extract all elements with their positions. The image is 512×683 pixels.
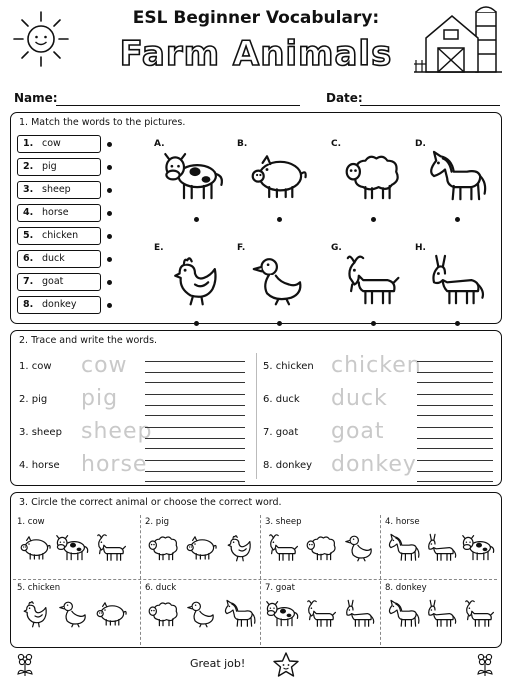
row-divider xyxy=(13,579,497,580)
match-dot-picture[interactable] xyxy=(455,321,460,326)
match-word-chicken xyxy=(17,227,101,245)
trace-item-label: 4. horse xyxy=(19,460,60,471)
write-line[interactable] xyxy=(417,405,493,406)
circle-item xyxy=(13,515,139,577)
write-line[interactable] xyxy=(417,438,493,439)
sheep-icon xyxy=(145,597,181,629)
pig-icon xyxy=(183,531,219,563)
sheep-icon xyxy=(303,531,339,563)
animal-choice[interactable] xyxy=(303,531,339,567)
match-word-donkey xyxy=(17,296,101,314)
animal-choice[interactable] xyxy=(221,597,257,633)
pig-icon xyxy=(93,597,129,629)
animal-choice[interactable] xyxy=(183,597,219,633)
goat-icon xyxy=(461,597,497,629)
circle-item-label: 3. sheep xyxy=(265,517,302,527)
animal-choice[interactable] xyxy=(55,597,91,633)
name-field[interactable] xyxy=(56,105,300,106)
animal-choice[interactable] xyxy=(423,531,459,567)
match-word-sheep xyxy=(17,181,101,199)
match-dot-picture[interactable] xyxy=(371,217,376,222)
write-line[interactable] xyxy=(145,460,245,461)
duck-icon xyxy=(183,597,219,629)
match-dot-word[interactable] xyxy=(107,142,112,147)
animal-choice[interactable] xyxy=(221,531,257,567)
barn-icon xyxy=(412,2,504,80)
animal-choice[interactable] xyxy=(55,531,91,567)
animal-choice[interactable] xyxy=(145,597,181,633)
circle-item-label: 2. pig xyxy=(145,517,169,527)
cell-divider xyxy=(380,515,381,645)
write-line[interactable] xyxy=(145,382,245,383)
trace-item-cow xyxy=(19,355,251,383)
cow-icon xyxy=(461,531,497,563)
trace-item-label: 6. duck xyxy=(263,394,300,405)
flower-icon xyxy=(474,652,496,678)
write-line[interactable] xyxy=(145,471,245,472)
write-line[interactable] xyxy=(417,372,493,373)
horse-icon xyxy=(423,147,489,203)
match-dot-word[interactable] xyxy=(107,188,112,193)
write-line[interactable] xyxy=(417,471,493,472)
chicken-icon xyxy=(17,597,53,629)
animal-choice[interactable] xyxy=(145,531,181,567)
match-word-label: duck xyxy=(42,253,65,264)
write-line[interactable] xyxy=(417,394,493,395)
picture-letter: C. xyxy=(331,139,342,149)
match-word-number: 7. xyxy=(23,276,34,287)
match-dot-picture[interactable] xyxy=(194,217,199,222)
write-line[interactable] xyxy=(417,460,493,461)
animal-choice[interactable] xyxy=(17,531,53,567)
pig-icon xyxy=(17,531,53,563)
goat-icon xyxy=(303,597,339,629)
write-line[interactable] xyxy=(417,427,493,428)
circle-item xyxy=(381,515,499,577)
trace-item-chicken xyxy=(263,355,495,383)
write-line[interactable] xyxy=(417,382,493,383)
animal-choice[interactable] xyxy=(385,597,421,633)
flower-icon xyxy=(14,652,36,678)
sheep-icon xyxy=(145,531,181,563)
circle-item xyxy=(141,515,259,577)
animal-choice[interactable] xyxy=(341,597,377,633)
match-word-duck xyxy=(17,250,101,268)
circle-item-label: 6. duck xyxy=(145,583,177,593)
write-line[interactable] xyxy=(145,361,245,362)
match-dot-picture[interactable] xyxy=(277,217,282,222)
match-word-number: 1. xyxy=(23,138,34,149)
match-dot-word[interactable] xyxy=(107,165,112,170)
trace-word[interactable]: goat xyxy=(331,419,385,444)
animal-choice[interactable] xyxy=(461,597,497,633)
match-word-number: 4. xyxy=(23,207,34,218)
date-field[interactable] xyxy=(360,105,500,106)
worksheet-header xyxy=(0,0,512,86)
duck-icon xyxy=(341,531,377,563)
match-section-title: 1. Match the words to the pictures. xyxy=(19,117,186,128)
trace-item-duck xyxy=(263,388,495,416)
write-line[interactable] xyxy=(145,448,245,449)
animal-choice[interactable] xyxy=(303,597,339,633)
match-word-label: horse xyxy=(42,207,69,218)
goat-icon xyxy=(339,251,405,307)
write-line[interactable] xyxy=(145,405,245,406)
cell-divider xyxy=(140,515,141,645)
trace-item-sheep xyxy=(19,421,251,449)
donkey-icon xyxy=(341,597,377,629)
picture-letter: A. xyxy=(154,139,165,149)
trace-section xyxy=(10,330,502,486)
circle-item-label: 1. cow xyxy=(17,517,45,527)
circle-item-label: 4. horse xyxy=(385,517,420,527)
circle-item xyxy=(141,581,259,643)
animal-choice[interactable] xyxy=(93,531,129,567)
trace-item-horse xyxy=(19,454,251,482)
animal-choice[interactable] xyxy=(265,531,301,567)
match-word-label: chicken xyxy=(42,230,79,241)
write-line[interactable] xyxy=(145,481,245,482)
trace-word[interactable]: cow xyxy=(81,353,128,378)
star-icon xyxy=(272,651,300,679)
match-picture xyxy=(154,139,238,237)
trace-item-label: 8. donkey xyxy=(263,460,313,471)
trace-word[interactable]: horse xyxy=(81,452,148,477)
trace-item-pig xyxy=(19,388,251,416)
trace-item-donkey xyxy=(263,454,495,482)
donkey-icon xyxy=(423,531,459,563)
match-dot-picture[interactable] xyxy=(277,321,282,326)
trace-item-label: 2. pig xyxy=(19,394,48,405)
horse-icon xyxy=(385,597,421,629)
write-line[interactable] xyxy=(417,448,493,449)
picture-letter: G. xyxy=(331,243,342,253)
match-picture xyxy=(415,139,499,237)
write-line[interactable] xyxy=(417,361,493,362)
match-word-goat xyxy=(17,273,101,291)
match-dot-picture[interactable] xyxy=(455,217,460,222)
match-word-label: donkey xyxy=(42,299,77,310)
match-picture xyxy=(415,243,499,341)
chicken-icon xyxy=(221,531,257,563)
cow-icon xyxy=(162,147,228,203)
trace-word[interactable]: chicken xyxy=(331,353,422,378)
match-dot-word[interactable] xyxy=(107,234,112,239)
worksheet-title: Farm Animals xyxy=(119,34,393,74)
picture-letter: H. xyxy=(415,243,426,253)
match-dot-word[interactable] xyxy=(107,303,112,308)
match-word-pig xyxy=(17,158,101,176)
circle-item xyxy=(261,581,379,643)
duck-icon xyxy=(245,251,311,307)
match-word-label: cow xyxy=(42,138,61,149)
match-dot-word[interactable] xyxy=(107,257,112,262)
match-word-label: sheep xyxy=(42,184,71,195)
trace-word[interactable]: sheep xyxy=(81,419,153,444)
trace-item-label: 1. cow xyxy=(19,361,52,372)
match-word-number: 8. xyxy=(23,299,34,310)
animal-choice[interactable] xyxy=(265,597,301,633)
match-picture xyxy=(237,139,321,237)
worksheet-footer xyxy=(0,648,512,683)
match-word-horse xyxy=(17,204,101,222)
picture-letter: F. xyxy=(237,243,246,253)
circle-item-label: 8. donkey xyxy=(385,583,427,593)
trace-item-label: 5. chicken xyxy=(263,361,314,372)
cow-icon xyxy=(265,597,301,629)
worksheet-subtitle: ESL Beginner Vocabulary: xyxy=(132,8,380,28)
trace-item-label: 7. goat xyxy=(263,427,299,438)
horse-icon xyxy=(385,531,421,563)
trace-item-label: 3. sheep xyxy=(19,427,62,438)
write-line[interactable] xyxy=(145,372,245,373)
trace-item-goat xyxy=(263,421,495,449)
match-word-number: 5. xyxy=(23,230,34,241)
match-word-label: pig xyxy=(42,161,57,172)
write-line[interactable] xyxy=(145,438,245,439)
circle-section xyxy=(10,492,502,648)
picture-letter: D. xyxy=(415,139,426,149)
write-line[interactable] xyxy=(417,415,493,416)
circle-item-label: 5. chicken xyxy=(17,583,61,593)
chicken-icon xyxy=(162,251,228,307)
write-line[interactable] xyxy=(145,427,245,428)
animal-choice[interactable] xyxy=(93,597,129,633)
match-section xyxy=(10,112,502,324)
write-line[interactable] xyxy=(145,415,245,416)
match-picture xyxy=(237,243,321,341)
donkey-icon xyxy=(423,251,489,307)
trace-word[interactable]: donkey xyxy=(331,452,417,477)
cell-divider xyxy=(260,515,261,645)
name-label: Name: xyxy=(14,91,58,105)
match-picture xyxy=(331,139,415,237)
goat-icon xyxy=(265,531,301,563)
animal-choice[interactable] xyxy=(17,597,53,633)
sheep-icon xyxy=(339,147,405,203)
write-line[interactable] xyxy=(145,394,245,395)
cow-icon xyxy=(55,531,91,563)
match-dot-picture[interactable] xyxy=(371,321,376,326)
donkey-icon xyxy=(423,597,459,629)
match-dot-picture[interactable] xyxy=(194,321,199,326)
animal-choice[interactable] xyxy=(183,531,219,567)
match-picture xyxy=(331,243,415,341)
match-dot-word[interactable] xyxy=(107,280,112,285)
match-picture xyxy=(154,243,238,341)
trace-word[interactable]: pig xyxy=(81,386,119,411)
trace-section-title: 2. Trace and write the words. xyxy=(19,335,158,346)
match-dot-word[interactable] xyxy=(107,211,112,216)
goat-icon xyxy=(93,531,129,563)
animal-choice[interactable] xyxy=(385,531,421,567)
trace-divider xyxy=(256,353,257,479)
picture-letter: B. xyxy=(237,139,248,149)
horse-icon xyxy=(221,597,257,629)
name-date-row xyxy=(14,90,500,110)
animal-choice[interactable] xyxy=(423,597,459,633)
animal-choice[interactable] xyxy=(461,531,497,567)
circle-item xyxy=(261,515,379,577)
great-job-text: Great job! xyxy=(190,657,246,670)
match-word-number: 2. xyxy=(23,161,34,172)
trace-word[interactable]: duck xyxy=(331,386,388,411)
picture-letter: E. xyxy=(154,243,164,253)
circle-section-title: 3. Circle the correct animal or choose the correct word. xyxy=(19,497,282,508)
write-line[interactable] xyxy=(417,481,493,482)
circle-item xyxy=(13,581,139,643)
circle-item-label: 7. goat xyxy=(265,583,295,593)
match-word-label: goat xyxy=(42,276,64,287)
animal-choice[interactable] xyxy=(341,531,377,567)
date-label: Date: xyxy=(326,91,363,105)
match-word-cow xyxy=(17,135,101,153)
match-word-number: 3. xyxy=(23,184,34,195)
pig-icon xyxy=(245,147,311,203)
circle-item xyxy=(381,581,499,643)
duck-icon xyxy=(55,597,91,629)
match-word-number: 6. xyxy=(23,253,34,264)
